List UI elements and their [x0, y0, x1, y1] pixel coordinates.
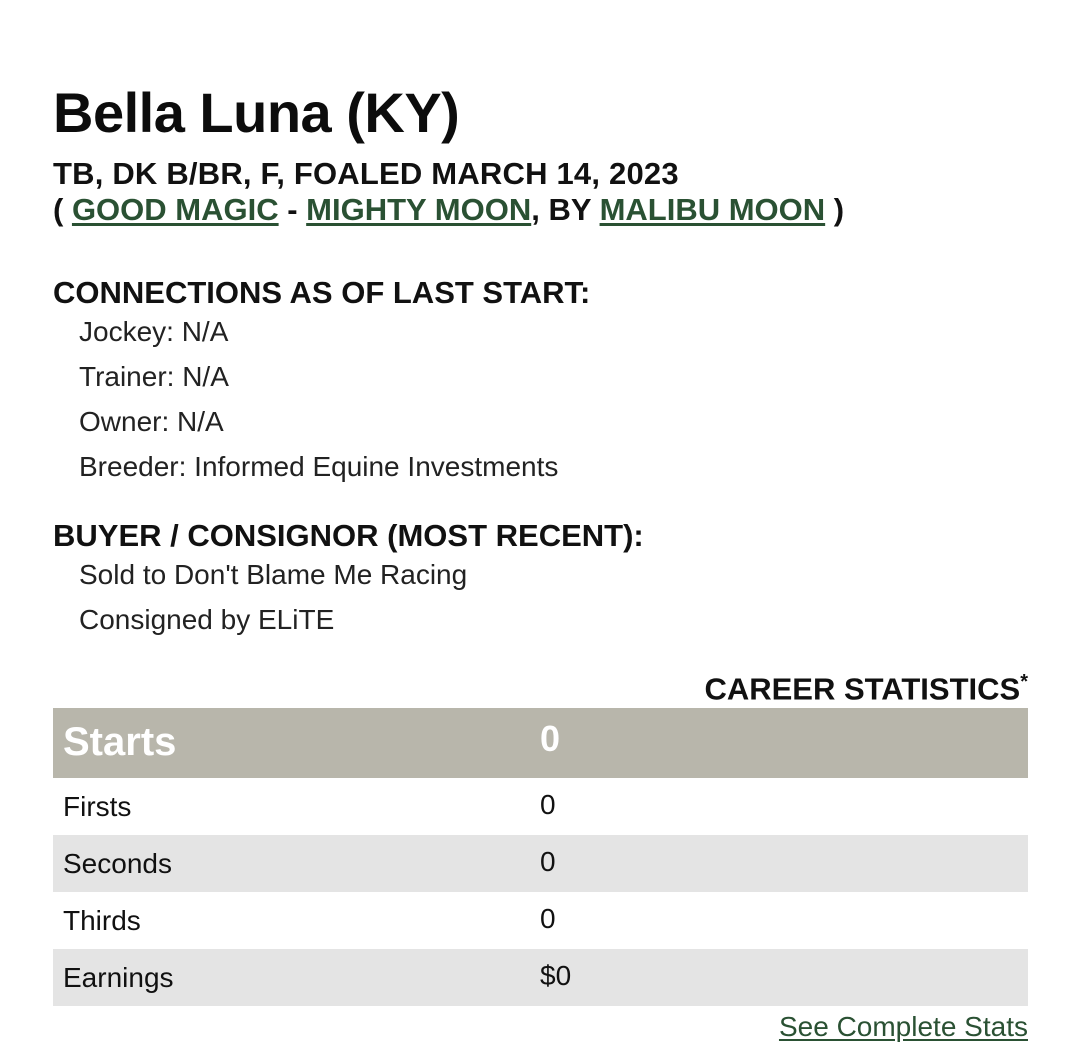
stats-label: Earnings: [63, 962, 174, 993]
sire-link[interactable]: GOOD MAGIC: [71, 192, 279, 227]
buyer-line: Sold to Don't Blame Me Racing: [79, 559, 468, 590]
career-heading-text: CAREER STATISTICS: [704, 671, 1021, 707]
stats-label: Seconds: [63, 848, 172, 879]
horse-description: TB, DK B/BR, F, FOALED MARCH 14, 2023: [53, 156, 679, 191]
dam-link[interactable]: MIGHTY MOON: [306, 192, 532, 227]
pedigree-dash: -: [278, 192, 307, 227]
stats-value: $0: [540, 960, 572, 991]
jockey-line: Jockey: N/A: [79, 316, 229, 347]
pedigree-by: , BY: [531, 192, 600, 227]
stats-value: 0: [540, 789, 556, 820]
stats-label: Thirds: [63, 905, 141, 936]
stats-row-earnings: [53, 949, 1028, 1006]
stats-value: 0: [540, 718, 561, 759]
consignor-line: Consigned by ELiTE: [79, 604, 335, 635]
breeder-line: Breeder: Informed Equine Investments: [79, 451, 559, 482]
sales-heading: BUYER / CONSIGNOR (MOST RECENT):: [53, 518, 644, 553]
pedigree-open: (: [53, 192, 72, 227]
damsire-link[interactable]: MALIBU MOON: [599, 192, 826, 227]
stats-value: 0: [540, 903, 556, 934]
stats-label: Firsts: [63, 791, 132, 822]
owner-line: Owner: N/A: [79, 406, 224, 437]
pedigree-close: ): [825, 192, 845, 227]
stats-row-seconds: [53, 835, 1028, 892]
connections-heading: CONNECTIONS AS OF LAST START:: [53, 275, 591, 310]
horse-name: Bella Luna (KY): [53, 81, 460, 144]
stats-row-starts: [53, 708, 1028, 778]
career-asterisk: *: [1020, 671, 1028, 693]
stats-row-thirds: [53, 892, 1028, 949]
stats-label: Starts: [63, 720, 177, 764]
pedigree-line: [53, 192, 844, 228]
stats-value: 0: [540, 846, 556, 877]
stats-row-firsts: [53, 778, 1028, 835]
see-complete-stats-link[interactable]: See Complete Stats: [778, 1011, 1028, 1042]
career-statistics-heading: [704, 671, 1028, 707]
career-stats-table: [53, 708, 1028, 1006]
trainer-line: Trainer: N/A: [79, 361, 229, 392]
